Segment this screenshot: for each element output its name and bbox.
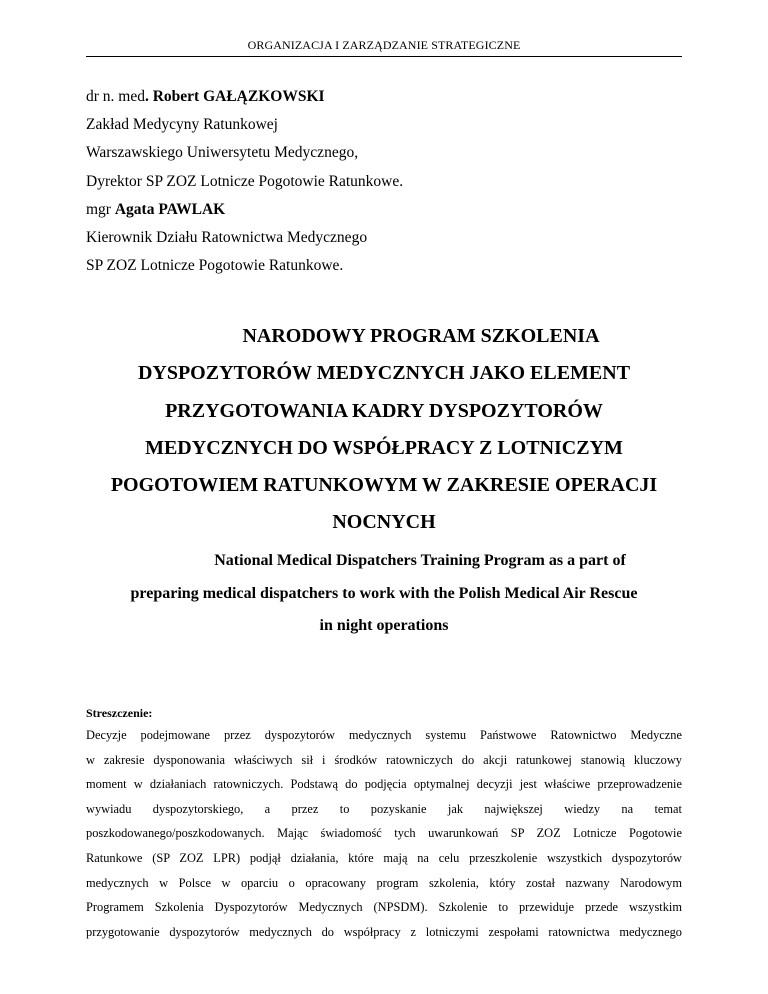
- abstract-line: Ratunkowe (SP ZOZ LPR) podjął działania, które mają na celu przeszkolenie wszystkich dyspozytorów: [86, 850, 682, 865]
- running-header: ORGANIZACJA I ZARZĄDZANIE STRATEGICZNE: [86, 38, 682, 57]
- author-2-affiliation-1: Kierownik Działu Ratownictwa Medycznego: [86, 229, 368, 247]
- author-1-affiliation-1: Zakład Medycyny Ratunkowej: [86, 116, 278, 134]
- title-pl-line-5: POGOTOWIEM RATUNKOWYM W ZAKRESIE OPERACJI: [110, 474, 658, 497]
- abstract-line: Decyzje podejmowane przez dyspozytorów medycznych systemu Państwowe Ratownictwo Medyczne: [86, 728, 682, 742]
- title-polish: [86, 318, 682, 542]
- abstract-label: Streszczenie:: [86, 706, 153, 720]
- abstract-line: moment w działaniach ratowniczych. Podstawą do podjęcia optymalnej decyzji jest właściwe przeprowadzenie: [86, 777, 682, 792]
- abstract-line: poszkodowanego/poszkodowanych. Mając świadomość tych uwarunkowań SP ZOZ Lotnicze Pogotowie: [86, 826, 682, 841]
- title-pl-line-1: NARODOWY PROGRAM SZKOLENIA: [242, 325, 600, 347]
- author-2-line: [86, 196, 682, 224]
- title-pl-line-2: DYSPOZYTORÓW MEDYCZNYCH JAKO ELEMENT: [137, 362, 631, 385]
- abstract-line: w zakresie dysponowania właściwych sił i środków ratowniczych do akcji ratunkowej stanowią kluczowy: [86, 752, 682, 767]
- abstract-line: wywiadu dyspozytorskiego, a przez to pozyskanie jak największej wiedzy na temat: [86, 801, 682, 816]
- author-1-line: [86, 83, 682, 111]
- title-en-line-2: preparing medical dispatchers to work with the Polish Medical Air Rescue: [130, 584, 638, 602]
- author-1-prefix: dr n. med: [86, 88, 145, 105]
- title-english: [86, 545, 682, 643]
- author-1-affiliation-3: Dyrektor SP ZOZ Lotnicze Pogotowie Ratunkowe.: [86, 172, 404, 190]
- author-2-affiliation-2: SP ZOZ Lotnicze Pogotowie Ratunkowe.: [86, 257, 344, 275]
- abstract-line: przygotowanie dyspozytorów medycznych do współpracy z lotniczymi zespołami ratownictwa medycznego: [86, 924, 682, 939]
- abstract-body: [86, 723, 682, 944]
- abstract-line: medycznych w Polsce w oparciu o opracowany program szkolenia, który został nazwany Narodowym: [86, 875, 682, 890]
- author-1-name: . Robert GAŁĄZKOWSKI: [144, 88, 325, 105]
- abstract-line: Programem Szkolenia Dyspozytorów Medycznych (NPSDM). Szkolenie to przewiduje przede wszystkim: [86, 900, 682, 915]
- author-2-name: Agata PAWLAK: [114, 200, 226, 218]
- title-en-line-3: in night operations: [319, 617, 449, 634]
- author-2-prefix: mgr: [86, 200, 115, 218]
- author-1-affiliation-2: Warszawskiego Uniwersytetu Medycznego,: [86, 144, 359, 162]
- title-pl-line-3: PRZYGOTOWANIA KADRY DYSPOZYTORÓW: [165, 399, 603, 422]
- author-block: [86, 83, 682, 280]
- title-en-line-1: National Medical Dispatchers Training Program as a part of: [214, 552, 626, 569]
- title-pl-line-6: NOCNYCH: [332, 511, 436, 534]
- title-pl-line-4: MEDYCZNYCH DO WSPÓŁPRACY Z LOTNICZYM: [145, 436, 623, 459]
